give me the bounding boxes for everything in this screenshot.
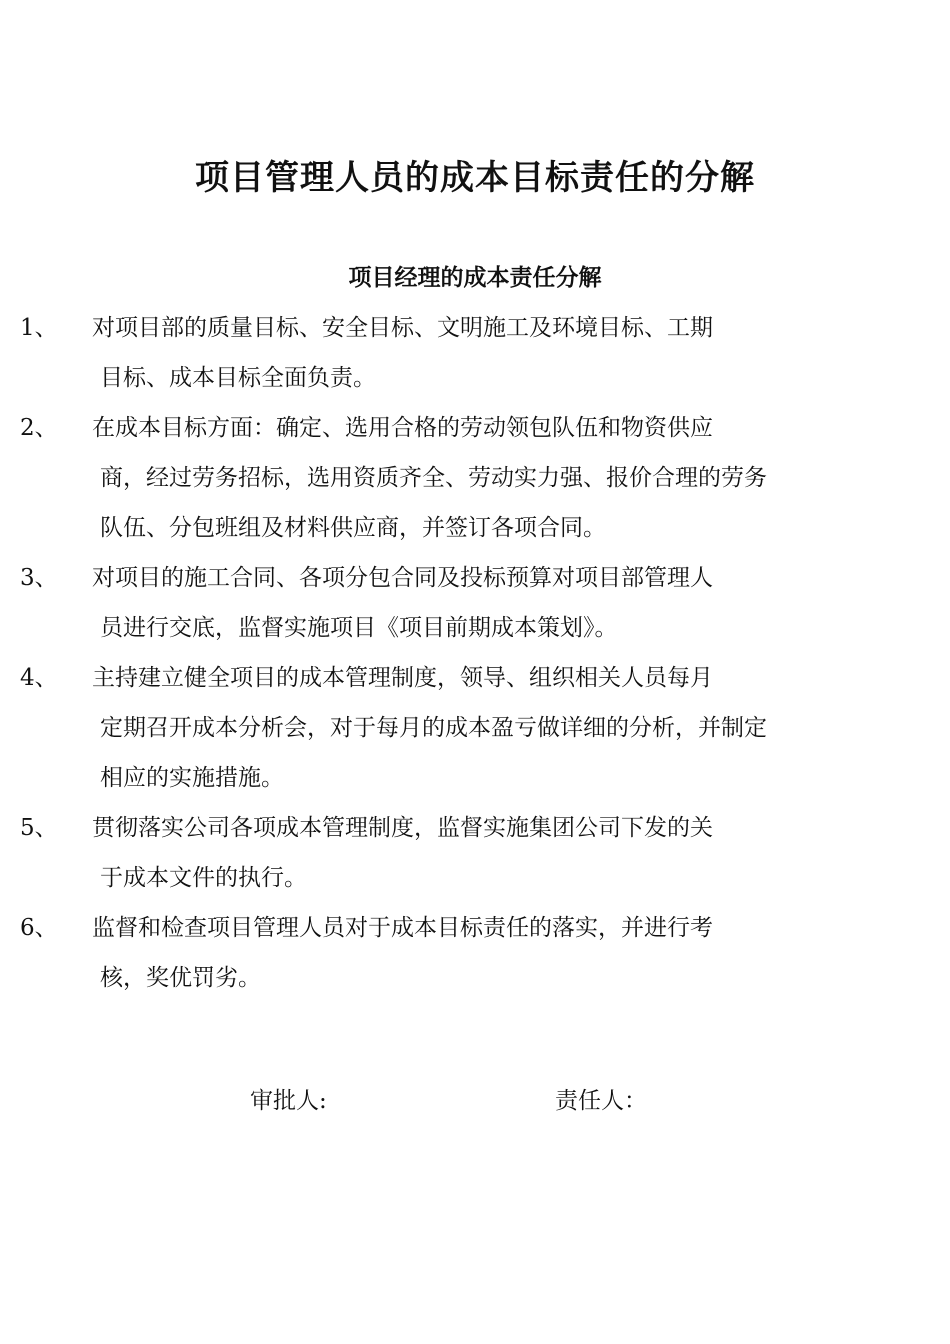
list-item <box>0 903 900 1003</box>
item-line: 目标、成本目标全面负责。 <box>100 365 376 391</box>
item-number: 6、 <box>20 915 58 941</box>
item-line: 队伍、分包班组及材料供应商，并签订各项合同。 <box>100 515 606 541</box>
item-number: 1、 <box>20 315 58 341</box>
list-item <box>0 303 900 403</box>
responsible-person-label: 责任人： <box>555 1088 647 1114</box>
item-line: 对项目的施工合同、各项分包合同及投标预算对项目部管理人 <box>92 565 713 591</box>
item-line: 贯彻落实公司各项成本管理制度，监督实施集团公司下发的关 <box>92 815 713 841</box>
list-item <box>0 403 900 553</box>
signature-row <box>0 1076 950 1126</box>
document-title: 项目管理人员的成本目标责任的分解 <box>195 158 755 198</box>
item-line: 在成本目标方面：确定、选用合格的劳动领包队伍和物资供应 <box>92 415 713 441</box>
list-item <box>0 553 900 653</box>
item-line: 监督和检查项目管理人员对于成本目标责任的落实，并进行考 <box>92 915 713 941</box>
item-line: 定期召开成本分析会，对于每月的成本盈亏做详细的分析，并制定 <box>100 715 767 741</box>
list-item <box>0 803 900 903</box>
list-item <box>0 653 900 803</box>
section-title: 项目经理的成本责任分解 <box>348 265 602 291</box>
item-number: 4、 <box>20 665 58 691</box>
approver-label: 审批人: <box>250 1088 327 1114</box>
item-line: 于成本文件的执行。 <box>100 865 307 891</box>
item-line: 核，奖优罚劣。 <box>100 965 261 991</box>
item-number: 3、 <box>20 565 58 591</box>
item-line: 主持建立健全项目的成本管理制度，领导、组织相关人员每月 <box>92 665 713 691</box>
item-number: 5、 <box>20 815 58 841</box>
item-line: 相应的实施措施。 <box>100 765 284 791</box>
item-line: 员进行交底，监督实施项目《项目前期成本策划》。 <box>100 615 618 641</box>
item-line: 商，经过劳务招标，选用资质齐全、劳动实力强、报价合理的劳务 <box>100 465 767 491</box>
item-number: 2、 <box>20 415 58 441</box>
item-line: 对项目部的质量目标、安全目标、文明施工及环境目标、工期 <box>92 315 713 341</box>
